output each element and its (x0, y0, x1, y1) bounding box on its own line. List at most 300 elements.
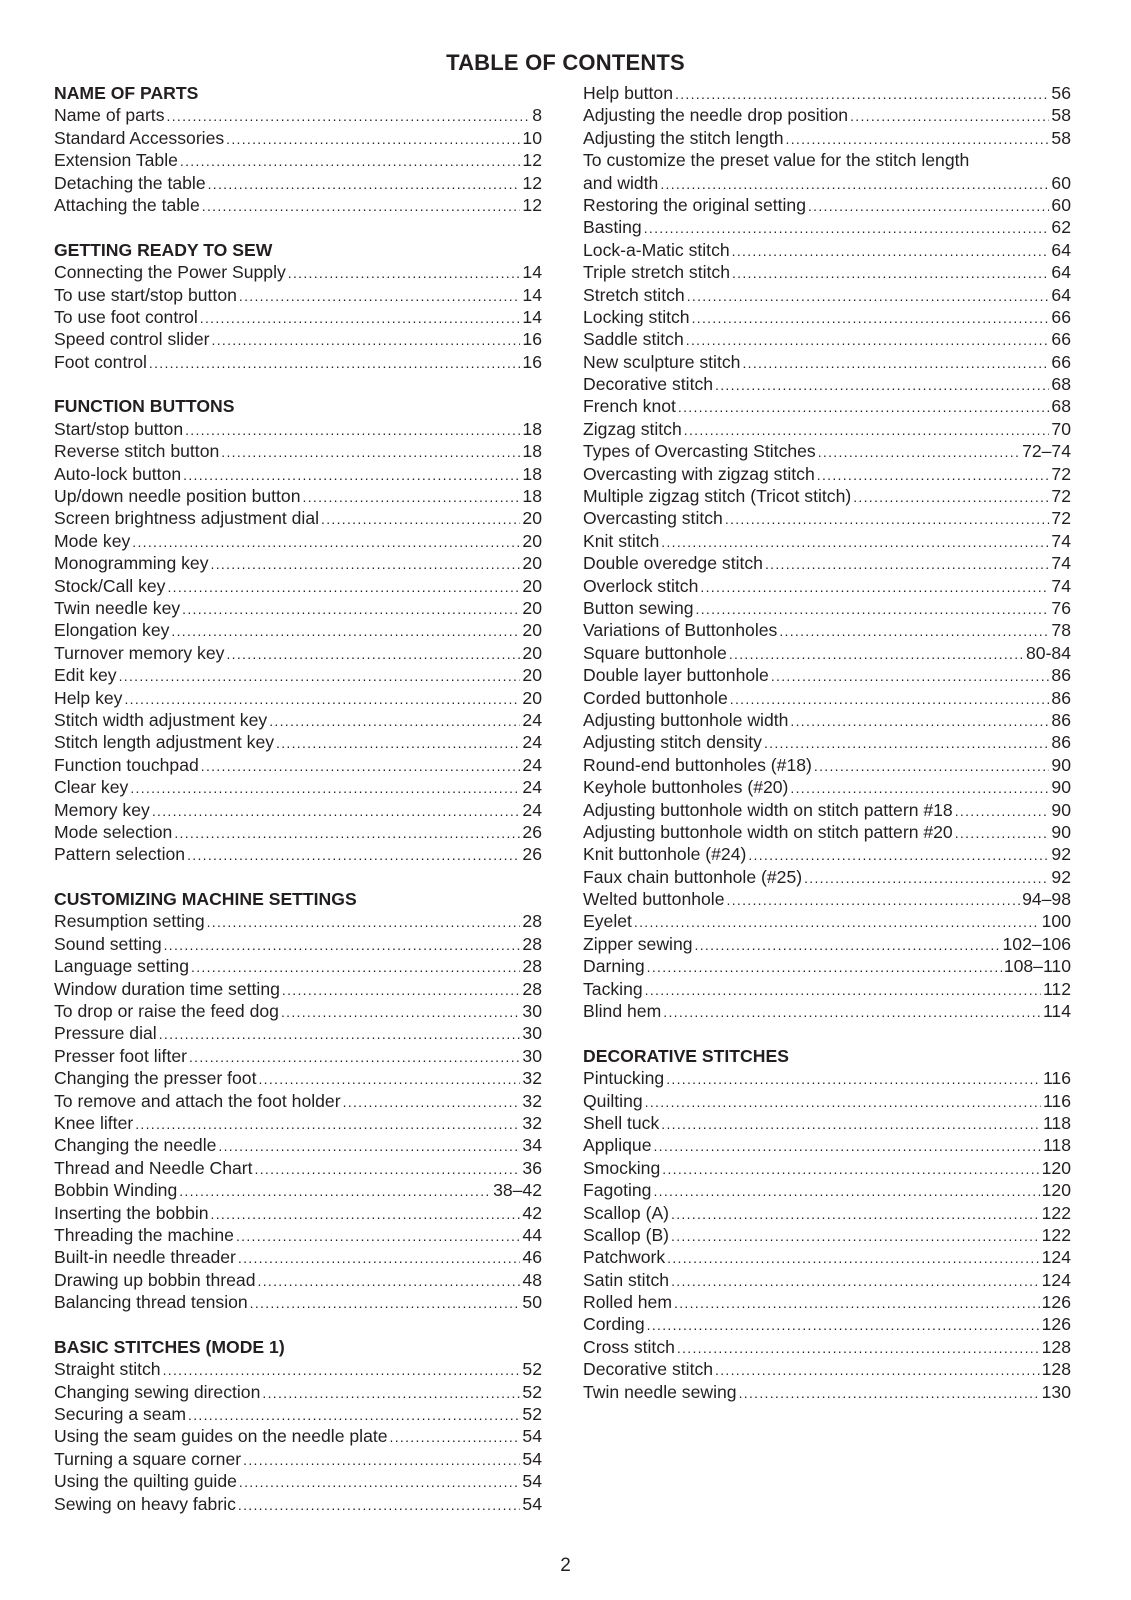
toc-entry-title: Cross stitch (583, 1336, 675, 1357)
toc-entry-title: Zigzag stitch (583, 418, 682, 439)
toc-entry-title: Decorative stitch (583, 374, 714, 395)
dot-leader (288, 262, 521, 283)
toc-entry-title: Extension Table (54, 150, 178, 171)
toc-entry-page: 68 (1051, 374, 1071, 395)
dot-leader (661, 531, 1049, 552)
toc-entry-page: 120 (1041, 1180, 1071, 1201)
dot-leader (119, 665, 521, 686)
toc-entry-title: Presser foot lifter (54, 1045, 187, 1066)
toc-entry-title: Language setting (54, 956, 190, 977)
dot-leader (790, 777, 1049, 798)
toc-entry (54, 933, 542, 955)
toc-entry (583, 978, 1071, 1000)
toc-entry (583, 216, 1071, 238)
toc-entry-title: Pressure dial (54, 1023, 157, 1044)
toc-entry-title: Mode selection (54, 821, 173, 842)
dot-leader (238, 1247, 521, 1268)
toc-entry-title: Resumption setting (54, 911, 205, 932)
dot-leader (730, 688, 1050, 709)
toc-entry-title: Blind hem (583, 1001, 662, 1022)
toc-entry (583, 799, 1071, 821)
toc-entry-page: 58 (1051, 127, 1071, 148)
toc-entry-title: Bobbin Winding (54, 1180, 178, 1201)
dot-leader (239, 285, 521, 306)
toc-entry-page: 50 (522, 1292, 542, 1313)
toc-entry-title: Shell tuck (583, 1112, 660, 1133)
toc-entry (54, 821, 542, 843)
toc-entry-page: 20 (522, 597, 542, 618)
toc-entry (583, 463, 1071, 485)
toc-entry-title: Adjusting stitch density (583, 732, 762, 753)
toc-entry (583, 440, 1071, 462)
toc-entry-title: Cording (583, 1314, 645, 1335)
toc-entry-page: 66 (1051, 351, 1071, 372)
toc-entry-title: Turnover memory key (54, 642, 225, 663)
dot-leader (187, 844, 520, 865)
toc-spacer (583, 1022, 1071, 1044)
toc-entry-page: 28 (522, 911, 542, 932)
toc-entry-title: Square buttonhole (583, 642, 727, 663)
dot-leader (808, 195, 1049, 216)
toc-entry (54, 1448, 542, 1470)
toc-entry-page: 80-84 (1026, 642, 1071, 663)
dot-leader (226, 128, 520, 149)
toc-entry-page: 86 (1051, 709, 1071, 730)
toc-entry-title: Using the quilting guide (54, 1471, 237, 1492)
toc-entry-page: 54 (522, 1471, 542, 1492)
dot-leader (191, 956, 520, 977)
toc-entry-page: 16 (522, 329, 542, 350)
toc-entry-page: 102–106 (1002, 933, 1071, 954)
toc-entry-page: 12 (522, 150, 542, 171)
toc-entry (54, 664, 542, 686)
toc-entry-title: Twin needle key (54, 597, 181, 618)
toc-entry-title: Straight stitch (54, 1359, 161, 1380)
toc-entry-title: Tacking (583, 978, 643, 999)
toc-entry (54, 619, 542, 641)
toc-entry-title: Scallop (B) (583, 1224, 670, 1245)
toc-entry-page: 74 (1051, 553, 1071, 574)
toc-entry-title: Variations of Buttonholes (583, 620, 778, 641)
toc-entry (583, 821, 1071, 843)
dot-leader (163, 1359, 521, 1380)
dot-leader (686, 329, 1050, 350)
toc-entry (583, 1291, 1071, 1313)
dot-leader (159, 1023, 521, 1044)
toc-entry-title: Balancing thread tension (54, 1292, 248, 1313)
toc-entry (54, 104, 542, 126)
dot-leader (692, 307, 1050, 328)
toc-entry-page: 118 (1042, 1112, 1071, 1133)
toc-entry (54, 1269, 542, 1291)
dot-leader (817, 464, 1050, 485)
toc-entry (54, 127, 542, 149)
toc-entry-page: 60 (1051, 172, 1071, 193)
dot-leader (211, 1203, 521, 1224)
dot-leader (715, 374, 1049, 395)
toc-entry (54, 709, 542, 731)
toc-entry-page: 46 (522, 1247, 542, 1268)
toc-entry (54, 754, 542, 776)
toc-entry (54, 799, 542, 821)
toc-entry (54, 1381, 542, 1403)
toc-entry-page: 28 (522, 978, 542, 999)
toc-entry (583, 1134, 1071, 1156)
dot-leader (202, 195, 521, 216)
toc-entry-page: 72 (1051, 486, 1071, 507)
toc-entry-page: 26 (522, 844, 542, 865)
toc-entry-title: To drop or raise the feed dog (54, 1001, 279, 1022)
dot-leader (243, 1449, 520, 1470)
toc-entry-title: Screen brightness adjustment dial (54, 508, 320, 529)
toc-entry-title: Lock-a-Matic stitch (583, 239, 730, 260)
toc-entry-title: Window duration time setting (54, 978, 280, 999)
toc-entry (54, 1403, 542, 1425)
toc-entry-page: 108–110 (1003, 956, 1071, 977)
dot-leader (663, 1001, 1041, 1022)
toc-entry-title: Sewing on heavy fabric (54, 1493, 236, 1514)
toc-entry (583, 955, 1071, 977)
dot-leader (725, 508, 1050, 529)
toc-entry-title: Speed control slider (54, 329, 210, 350)
toc-entry-page: 28 (522, 933, 542, 954)
dot-leader (239, 1471, 521, 1492)
toc-entry (583, 642, 1071, 664)
toc-entry-title: Eyelet (583, 911, 632, 932)
toc-entry-title: Using the seam guides on the needle plate (54, 1426, 388, 1447)
dot-leader (179, 1180, 491, 1201)
dot-leader (171, 620, 520, 641)
toc-entry (583, 552, 1071, 574)
toc-entry (583, 597, 1071, 619)
toc-section-heading: FUNCTION BUTTONS (54, 396, 235, 417)
toc-entry-title: Multiple zigzag stitch (Tricot stitch) (583, 486, 852, 507)
dot-leader (258, 1270, 521, 1291)
toc-entry-page: 24 (522, 799, 542, 820)
dot-leader (727, 889, 1021, 910)
toc-entry-title: Securing a seam (54, 1404, 187, 1425)
toc-entry (54, 1179, 542, 1201)
toc-entry-page: 14 (522, 284, 542, 305)
dot-leader (662, 1158, 1039, 1179)
dot-leader (303, 486, 521, 507)
toc-entry (54, 978, 542, 1000)
toc-entry-title: Built-in needle threader (54, 1247, 236, 1268)
toc-entry-page: 66 (1051, 306, 1071, 327)
toc-entry-page: 90 (1051, 799, 1071, 820)
toc-entry-title: and width (583, 172, 659, 193)
toc-entry-page: 30 (522, 1045, 542, 1066)
toc-entry (54, 1022, 542, 1044)
dot-leader (180, 150, 521, 171)
toc-entry (583, 1090, 1071, 1112)
toc-entry-page: 16 (522, 351, 542, 372)
dot-leader (645, 979, 1041, 1000)
toc-entry-title: Patchwork (583, 1247, 666, 1268)
toc-entry (54, 172, 542, 194)
dot-leader (674, 1292, 1040, 1313)
toc-entry (583, 1246, 1071, 1268)
toc-entry-page: 128 (1041, 1359, 1071, 1380)
dot-leader (218, 1135, 520, 1156)
toc-entry (583, 687, 1071, 709)
toc-entry (583, 910, 1071, 932)
toc-column-right (583, 82, 1071, 1403)
toc-entry-title: Triple stretch stitch (583, 262, 730, 283)
toc-entry-page: 70 (1051, 418, 1071, 439)
toc-entry-page: 76 (1051, 597, 1071, 618)
toc-entry (54, 261, 542, 283)
dot-leader (164, 934, 521, 955)
toc-entry (583, 1112, 1071, 1134)
toc-entry (54, 1202, 542, 1224)
toc-entry-title: Adjusting the stitch length (583, 127, 784, 148)
dot-leader (238, 1494, 521, 1515)
toc-entry-title: Darning (583, 956, 645, 977)
toc-entry-title: Double overedge stitch (583, 553, 763, 574)
toc-entry-page: 18 (522, 441, 542, 462)
toc-entry (54, 910, 542, 932)
toc-entry (583, 1336, 1071, 1358)
toc-entry-title: Pattern selection (54, 844, 186, 865)
toc-entry-page: 112 (1042, 978, 1071, 999)
toc-entry (54, 1090, 542, 1112)
toc-entry (583, 1202, 1071, 1224)
toc-entry-page: 72 (1051, 508, 1071, 529)
toc-entry (54, 351, 542, 373)
toc-entry-page: 64 (1051, 284, 1071, 305)
dot-leader (276, 732, 520, 753)
toc-entry (583, 149, 1071, 171)
toc-entry-page: 32 (522, 1112, 542, 1133)
toc-entry-page: 20 (522, 620, 542, 641)
dot-leader (678, 396, 1050, 417)
dot-leader (182, 598, 520, 619)
dot-leader (771, 665, 1050, 686)
toc-entry (54, 463, 542, 485)
toc-entry (54, 1493, 542, 1515)
toc-entry-title: Attaching the table (54, 194, 200, 215)
toc-entry-title: Quilting (583, 1090, 643, 1111)
dot-leader (130, 777, 520, 798)
dot-leader (660, 173, 1049, 194)
toc-entry-title: Overcasting stitch (583, 508, 723, 529)
dot-leader (765, 553, 1049, 574)
toc-entry (583, 239, 1071, 261)
toc-entry-page: 90 (1051, 777, 1071, 798)
toc-entry-page: 94–98 (1022, 889, 1071, 910)
toc-entry-page: 126 (1041, 1314, 1071, 1335)
dot-leader (671, 1270, 1040, 1291)
toc-entry-title: Types of Overcasting Stitches (583, 441, 816, 462)
toc-entry-page: 20 (522, 687, 542, 708)
toc-entry-title: Sound setting (54, 933, 162, 954)
toc-entry-page: 64 (1051, 239, 1071, 260)
toc-entry (583, 731, 1071, 753)
toc-entry (54, 731, 542, 753)
toc-entry-page: 122 (1041, 1224, 1071, 1245)
toc-entry (583, 261, 1071, 283)
toc-entry-page: 130 (1041, 1381, 1071, 1402)
dot-leader (189, 1046, 520, 1067)
toc-entry-title: Adjusting buttonhole width on stitch pattern #18 (583, 799, 953, 820)
toc-entry-page: 52 (522, 1381, 542, 1402)
toc-entry (583, 866, 1071, 888)
toc-entry (583, 1381, 1071, 1403)
toc-entry (54, 1291, 542, 1313)
dot-leader (174, 822, 520, 843)
toc-entry-page: 72–74 (1022, 441, 1071, 462)
toc-entry-page: 14 (522, 306, 542, 327)
toc-entry (583, 172, 1071, 194)
toc-entry-title: Corded buttonhole (583, 687, 728, 708)
toc-entry-title: Applique (583, 1135, 652, 1156)
toc-spacer (54, 216, 542, 238)
dot-leader (748, 844, 1049, 865)
toc-entry-title: Mode key (54, 530, 131, 551)
toc-entry-page: 90 (1051, 754, 1071, 775)
toc-entry (54, 642, 542, 664)
toc-entry (54, 1425, 542, 1447)
dot-leader (167, 576, 520, 597)
dot-leader (221, 441, 520, 462)
toc-entry-title: Double layer buttonhole (583, 665, 769, 686)
toc-entry-title: Saddle stitch (583, 329, 684, 350)
toc-entry-title: Monogramming key (54, 553, 209, 574)
toc-entry-page: 86 (1051, 687, 1071, 708)
dot-leader (853, 486, 1049, 507)
toc-entry-title: Detaching the table (54, 172, 206, 193)
toc-entry-title: Memory key (54, 799, 150, 820)
toc-entry-title: Welted buttonhole (583, 889, 725, 910)
dot-leader (124, 688, 520, 709)
toc-entry-page: 92 (1051, 866, 1071, 887)
toc-entry-title: Adjusting the needle drop position (583, 105, 849, 126)
toc-entry-title: Edit key (54, 665, 117, 686)
dot-leader (211, 553, 521, 574)
dot-leader (634, 911, 1040, 932)
toc-entry (54, 418, 542, 440)
toc-entry-page: 30 (522, 1001, 542, 1022)
toc-entry-page: 100 (1041, 911, 1071, 932)
dot-leader (390, 1426, 521, 1447)
dot-leader (269, 710, 520, 731)
dot-leader (653, 1135, 1040, 1156)
dot-leader (282, 979, 521, 1000)
dot-leader (666, 1068, 1041, 1089)
page-title: TABLE OF CONTENTS (446, 50, 685, 75)
toc-entry-title: Elongation key (54, 620, 170, 641)
toc-entry-page: 64 (1051, 262, 1071, 283)
toc-entry-page: 86 (1051, 665, 1071, 686)
toc-entry-page: 54 (522, 1426, 542, 1447)
dot-leader (715, 1359, 1040, 1380)
dot-leader (185, 419, 520, 440)
toc-entry-page: 28 (522, 956, 542, 977)
toc-entry (54, 552, 542, 574)
toc-entry (583, 306, 1071, 328)
toc-entry (54, 955, 542, 977)
toc-entry-title: Up/down needle position button (54, 486, 301, 507)
toc-entry (583, 418, 1071, 440)
toc-entry-page: 90 (1051, 821, 1071, 842)
toc-entry-title: Basting (583, 217, 642, 238)
toc-entry-page: 38–42 (493, 1180, 542, 1201)
toc-entry (583, 395, 1071, 417)
toc-entry-page: 24 (522, 709, 542, 730)
toc-entry-page: 72 (1051, 463, 1071, 484)
toc-entry (583, 485, 1071, 507)
toc-entry-title: Knee lifter (54, 1112, 134, 1133)
dot-leader (262, 1382, 520, 1403)
dot-leader (742, 352, 1049, 373)
toc-entry (54, 149, 542, 171)
toc-entry (583, 619, 1071, 641)
toc-entry-page: 116 (1042, 1090, 1071, 1111)
toc-entry (583, 507, 1071, 529)
toc-entry-title: Connecting the Power Supply (54, 262, 286, 283)
toc-entry (583, 82, 1071, 104)
toc-section-heading: GETTING READY TO SEW (54, 239, 273, 260)
toc-entry (54, 507, 542, 529)
dot-leader (135, 1113, 520, 1134)
toc-spacer (54, 866, 542, 888)
dot-leader (226, 643, 520, 664)
toc-entry-page: 92 (1051, 844, 1071, 865)
dot-leader (696, 598, 1050, 619)
toc-entry-title: Inserting the bobbin (54, 1202, 209, 1223)
dot-leader (188, 1404, 520, 1425)
toc-entry-title: French knot (583, 396, 676, 417)
toc-entry-page: 18 (522, 418, 542, 439)
dot-leader (212, 329, 521, 350)
dot-leader (955, 800, 1050, 821)
toc-entry-title: Satin stitch (583, 1269, 670, 1290)
toc-entry (54, 1000, 542, 1022)
toc-entry-title: To customize the preset value for the stitch length (583, 150, 970, 171)
toc-entry (583, 1313, 1071, 1335)
toc-entry-page: 8 (532, 105, 542, 126)
toc-entry-page: 20 (522, 530, 542, 551)
dot-leader (132, 531, 520, 552)
toc-entry-page: 60 (1051, 194, 1071, 215)
toc-entry (583, 104, 1071, 126)
toc-entry-page: 86 (1051, 732, 1071, 753)
toc-entry-title: Knit stitch (583, 530, 660, 551)
toc-entry-title: Start/stop button (54, 418, 184, 439)
toc-entry-page: 20 (522, 553, 542, 574)
dot-leader (739, 1382, 1040, 1403)
dot-leader (653, 1180, 1039, 1201)
dot-leader (814, 755, 1050, 776)
toc-entry (54, 1358, 542, 1380)
dot-leader (250, 1292, 521, 1313)
dot-leader (645, 1091, 1041, 1112)
toc-entry-page: 52 (522, 1404, 542, 1425)
toc-entry-title: Standard Accessories (54, 127, 225, 148)
toc-entry (583, 351, 1071, 373)
toc-column-left (54, 82, 542, 1515)
dot-leader (804, 867, 1049, 888)
toc-entry-title: Smocking (583, 1157, 661, 1178)
toc-entry-page: 26 (522, 821, 542, 842)
toc-entry-title: New sculpture stitch (583, 351, 741, 372)
page-number: 2 (560, 1555, 571, 1576)
toc-entry-title: Knit buttonhole (#24) (583, 844, 747, 865)
toc-entry-page: 20 (522, 508, 542, 529)
toc-entry-page: 18 (522, 463, 542, 484)
dot-leader (258, 1068, 520, 1089)
